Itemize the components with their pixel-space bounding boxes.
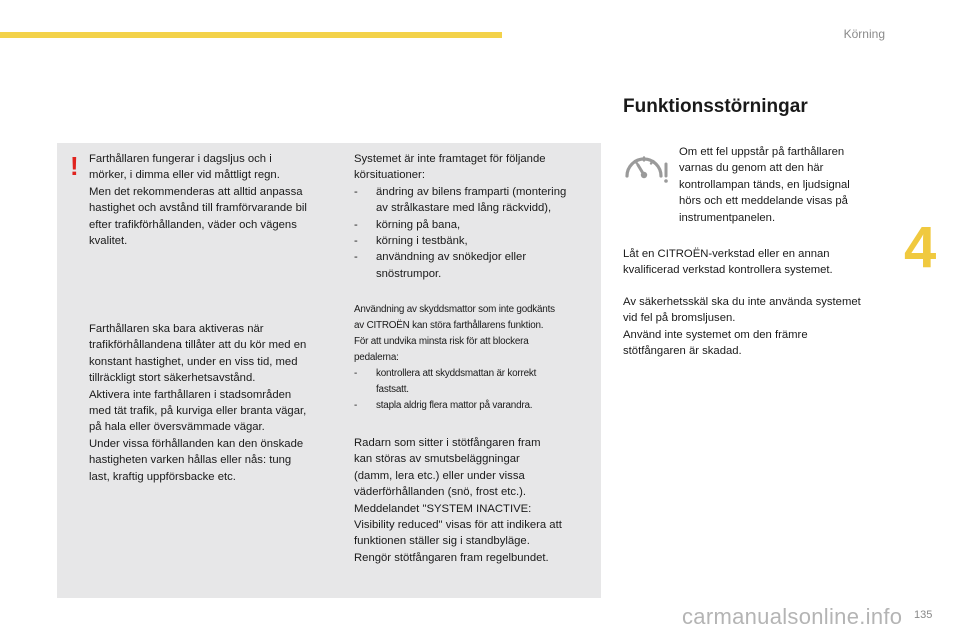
text-line: trafikförhållandena tillåter att du kör med en xyxy=(89,339,307,352)
text-line: väderförhållanden (snö, frost etc.). xyxy=(354,486,527,499)
text-line: funktionen ställer sig i standbyläge. xyxy=(354,535,530,548)
text-line: snöstrumpor. xyxy=(376,267,442,280)
warning-left-paragraph-1 xyxy=(89,151,339,249)
list-dash: - xyxy=(354,368,358,379)
warning-right-paragraph-2 xyxy=(354,302,599,414)
text-line: användning av snökedjor eller xyxy=(376,251,527,264)
text-line: instrumentpanelen. xyxy=(679,211,776,224)
list-item xyxy=(354,249,594,282)
text-line: mörker, i dimma eller vid måttligt regn. xyxy=(89,169,280,182)
text-line: Rengör stötfångaren fram regelbundet. xyxy=(354,551,549,564)
text-line: pedalerna: xyxy=(354,352,399,363)
text-line: Farthållaren fungerar i dagsljus och i xyxy=(89,153,272,165)
warning-right-paragraph-1 xyxy=(354,151,594,282)
text-line: kvalificerad verkstad kontrollera systemet. xyxy=(623,264,833,277)
text-line: Radarn som sitter i stötfångaren fram xyxy=(354,437,541,449)
list-dash: - xyxy=(354,218,358,231)
list-item xyxy=(354,184,594,217)
text-line: körning i testbänk, xyxy=(376,235,468,248)
text-line: Låt en CITROËN-verkstad eller en annan xyxy=(623,248,830,260)
text-line: av strålkastare med lång räckvidd), xyxy=(376,202,552,215)
page-number: 135 xyxy=(914,609,933,621)
text-line: hastighet och avstånd till framförvarande bil xyxy=(89,202,307,215)
text-line: hörs och ett meddelande visas på xyxy=(679,195,848,208)
text-line: (damm, lera etc.) eller under vissa xyxy=(354,469,525,482)
list-item xyxy=(354,366,599,398)
watermark: carmanualsonline.info xyxy=(682,604,903,629)
text-line: stötfångaren är skadad. xyxy=(623,345,742,358)
text-line: av CITROËN kan störa farthållarens funktion. xyxy=(354,320,544,331)
faults-paragraph-3 xyxy=(623,294,903,360)
list-dash: - xyxy=(354,235,358,248)
text-line: Visibility reduced" visas för att indikera att xyxy=(354,519,562,532)
warning-exclamation-icon: ! xyxy=(70,151,79,181)
text-line: på hala eller översvämmade vägar. xyxy=(89,421,265,434)
faults-heading: Funktionsstörningar xyxy=(623,96,808,117)
text-line: Under vissa förhållanden kan den önskade xyxy=(89,437,304,450)
text-line: stapla aldrig flera mattor på varandra. xyxy=(376,400,533,411)
text-line: Av säkerhetsskäl ska du inte använda systemet xyxy=(623,296,861,308)
text-line: efter trafikförhållanden, väder och vägens xyxy=(89,218,297,231)
list-item xyxy=(354,217,594,233)
chapter-number: 4 xyxy=(904,215,937,280)
list-dash: - xyxy=(354,400,358,411)
warning-left-paragraph-2 xyxy=(89,321,339,485)
text-line: kvalitet. xyxy=(89,235,128,248)
text-line: Meddelandet "SYSTEM INACTIVE: xyxy=(354,502,532,515)
list-dash: - xyxy=(354,251,358,264)
text-line: körning på bana, xyxy=(376,218,461,231)
text-line: varnas du genom att den här xyxy=(679,162,824,175)
list-dash: - xyxy=(354,185,358,198)
text-line: konstant hastighet, under en viss tid, med xyxy=(89,355,298,368)
text-line: med tät trafik, på kurviga eller branta vägar, xyxy=(89,405,307,418)
text-line: fastsatt. xyxy=(376,384,409,395)
text-line: Använd inte systemet om den främre xyxy=(623,328,808,341)
section-title: Körning xyxy=(843,27,885,41)
text-line: hastigheten varken hållas eller nås: tung xyxy=(89,454,292,467)
text-line: körsituationer: xyxy=(354,169,425,182)
faults-paragraph-1 xyxy=(679,144,879,226)
text-line: kontrollampan tänds, en ljudsignal xyxy=(679,178,850,191)
text-line: kan störas av smutsbeläggningar xyxy=(354,453,520,466)
text-line: last, kraftig uppförsbacke etc. xyxy=(89,470,236,483)
text-line: Men det rekommenderas att alltid anpassa xyxy=(89,185,303,198)
chapter-color-bar xyxy=(0,32,502,38)
text-line: Om ett fel uppstår på farthållaren xyxy=(679,146,845,158)
text-line: kontrollera att skyddsmattan är korrekt xyxy=(376,368,537,379)
text-line: Farthållaren ska bara aktiveras när xyxy=(89,323,264,335)
list-item xyxy=(354,398,599,414)
text-line: För att undvika minsta risk för att blockera xyxy=(354,336,529,347)
text-line: Systemet är inte framtaget för följande xyxy=(354,153,546,165)
text-line: Aktivera inte farthållaren i stadsområden xyxy=(89,388,292,401)
text-line: Användning av skyddsmattor som inte godkänts xyxy=(354,304,555,315)
text-line: vid fel på bromsljusen. xyxy=(623,312,736,325)
warning-right-paragraph-3 xyxy=(354,435,594,566)
text-line: tillräckligt stort säkerhetsavstånd. xyxy=(89,372,256,385)
speedometer-warning-icon xyxy=(621,148,671,186)
faults-paragraph-2 xyxy=(623,246,893,279)
list-item xyxy=(354,233,594,249)
text-line: ändring av bilens framparti (montering xyxy=(376,185,567,198)
